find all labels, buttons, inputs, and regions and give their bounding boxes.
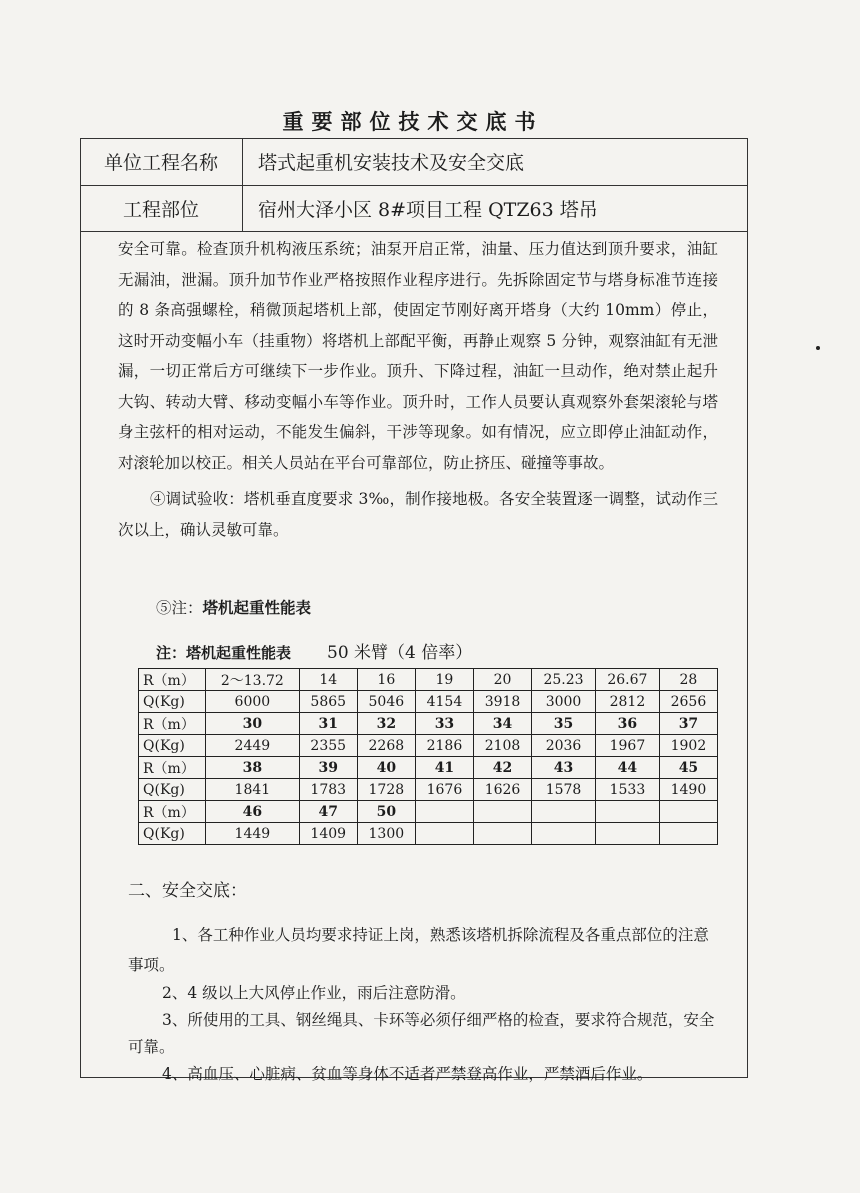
table-row [139,801,718,823]
row-label: R（m） [139,669,206,691]
project-part-row [80,186,748,232]
table-cell: 43 [532,757,596,779]
table-cell: 1728 [357,779,415,801]
table-cell: 4154 [415,691,473,713]
table-row [139,691,718,713]
safety-heading: 二、安全交底： [128,881,247,901]
table-cell: 2268 [357,735,415,757]
table-cell: 42 [473,757,531,779]
table-row [139,779,718,801]
row-label: Q(Kg) [139,779,206,801]
row-label: R（m） [139,713,206,735]
table-cell: 1409 [299,823,357,845]
table-cell [532,801,596,823]
table-cell: 1300 [357,823,415,845]
note-line [156,596,311,618]
document-title: 重要部位技术交底书 [282,109,544,134]
table-cell: 36 [595,713,659,735]
table-cell: 1676 [415,779,473,801]
table-cell: 47 [299,801,357,823]
row-label: Q(Kg) [139,735,206,757]
paragraph-jacking: 安全可靠。检查顶升机构液压系统；油泵开启正常，油量、压力值达到顶升要求，油缸无漏油，泄漏。顶升加节作业严格按照作业程序进行。先拆除固定节与塔身标准节连接的 8 条高强螺栓，稍微顶起塔机上部，使固定节刚好离开塔身（大约 10mm）停止，这时开动变幅小车（挂重物）将塔机上部配平衡，再静止观察 5 分钟，观察油缸有无泄漏，一切正常后方可继续下一步作业。顶升、下降过程，油缸一旦动作，绝对禁止起升大钩、转动大臂、移动变幅小车等作业。顶升时，工作人员要认真观察外套架滚轮与塔身主弦杆的相对运动，不能发生偏斜，干涉等现象。如有情况，应立即停止油缸动作，对滚轮加以校正。相关人员站在平台可靠部位，防止挤压、碰撞等事故。 [118,240,718,472]
table-cell: 1902 [659,735,717,757]
row-label: R（m） [139,801,206,823]
project-part-label: 工程部位 [80,186,243,231]
body-text [118,234,718,545]
table-cell [415,823,473,845]
table-cell: 40 [357,757,415,779]
table-cell: 6000 [206,691,300,713]
table-cell [595,823,659,845]
table-cell: 38 [206,757,300,779]
table-cell [659,801,717,823]
unit-project-label: 单位工程名称 [80,138,243,185]
table-cell: 1533 [595,779,659,801]
table-cell: 30 [206,713,300,735]
table-cell [415,801,473,823]
table-cell: 31 [299,713,357,735]
table-caption [156,638,472,663]
table-cell: 16 [357,669,415,691]
lifting-performance-table [138,668,718,845]
table-row [139,735,718,757]
table-cell: 3918 [473,691,531,713]
safety-item-2: 2、4 级以上大风停止作业，雨后注意防滑。 [162,984,466,1002]
table-cell: 25.23 [532,669,596,691]
table-cell: 26.67 [595,669,659,691]
table-cell: 2186 [415,735,473,757]
table-cell [659,823,717,845]
table-cell: 3000 [532,691,596,713]
table-cell: 46 [206,801,300,823]
table-cell: 2355 [299,735,357,757]
caption-right: 50 米臂（4 倍率） [327,643,473,663]
table-cell: 34 [473,713,531,735]
paragraph-commissioning: ④调试验收：塔机垂直度要求 3‰，制作接地极。各安全装置逐一调整，试动作三次以上，确认灵敏可靠。 [118,490,718,539]
table-cell: 2656 [659,691,717,713]
table-cell: 2812 [595,691,659,713]
table-cell [473,823,531,845]
table-cell: 5865 [299,691,357,713]
table-cell: 1626 [473,779,531,801]
table-cell: 33 [415,713,473,735]
safety-item-1: 1、各工种作业人员均要求持证上岗，熟悉该塔机拆除流程及各重点部位的注意事项。 [128,926,709,974]
table-cell: 2036 [532,735,596,757]
unit-project-value: 塔式起重机安装技术及安全交底 [258,152,525,174]
table-row [139,669,718,691]
table-cell: 35 [532,713,596,735]
scan-speck [816,346,820,350]
table-cell [473,801,531,823]
table-cell: 14 [299,669,357,691]
table-row [139,713,718,735]
table-cell: 2449 [206,735,300,757]
project-part-value: 宿州大泽小区 8#项目工程 QTZ63 塔吊 [258,199,598,221]
table-cell [532,823,596,845]
table-cell: 1578 [532,779,596,801]
row-label: R（m） [139,757,206,779]
caption-left: 注：塔机起重性能表 [156,644,292,662]
safety-item-4: 4、高血压、心脏病、贫血等身体不适者严禁登高作业，严禁酒后作业。 [162,1065,653,1083]
table-cell: 1449 [206,823,300,845]
table-cell: 37 [659,713,717,735]
table-cell: 2～13.72 [206,669,300,691]
table-row [139,823,718,845]
table-cell: 1783 [299,779,357,801]
note-title: 塔机起重性能表 [202,598,312,617]
table-cell: 50 [357,801,415,823]
table-cell: 44 [595,757,659,779]
row-label: Q(Kg) [139,691,206,713]
table-row [139,757,718,779]
unit-project-row [80,138,748,186]
table-cell: 32 [357,713,415,735]
table-cell: 28 [659,669,717,691]
note-prefix: ⑤注： [156,599,203,617]
table-cell: 2108 [473,735,531,757]
safety-items [128,920,722,1088]
table-cell: 45 [659,757,717,779]
table-cell: 39 [299,757,357,779]
table-cell: 41 [415,757,473,779]
table-cell: 20 [473,669,531,691]
table-cell: 19 [415,669,473,691]
table-cell [595,801,659,823]
row-label: Q(Kg) [139,823,206,845]
table-cell: 5046 [357,691,415,713]
table-cell: 1967 [595,735,659,757]
table-cell: 1841 [206,779,300,801]
table-cell: 1490 [659,779,717,801]
safety-item-3: 3、所使用的工具、钢丝绳具、卡环等必须仔细严格的检查，要求符合规范，安全可靠。 [128,1011,715,1056]
